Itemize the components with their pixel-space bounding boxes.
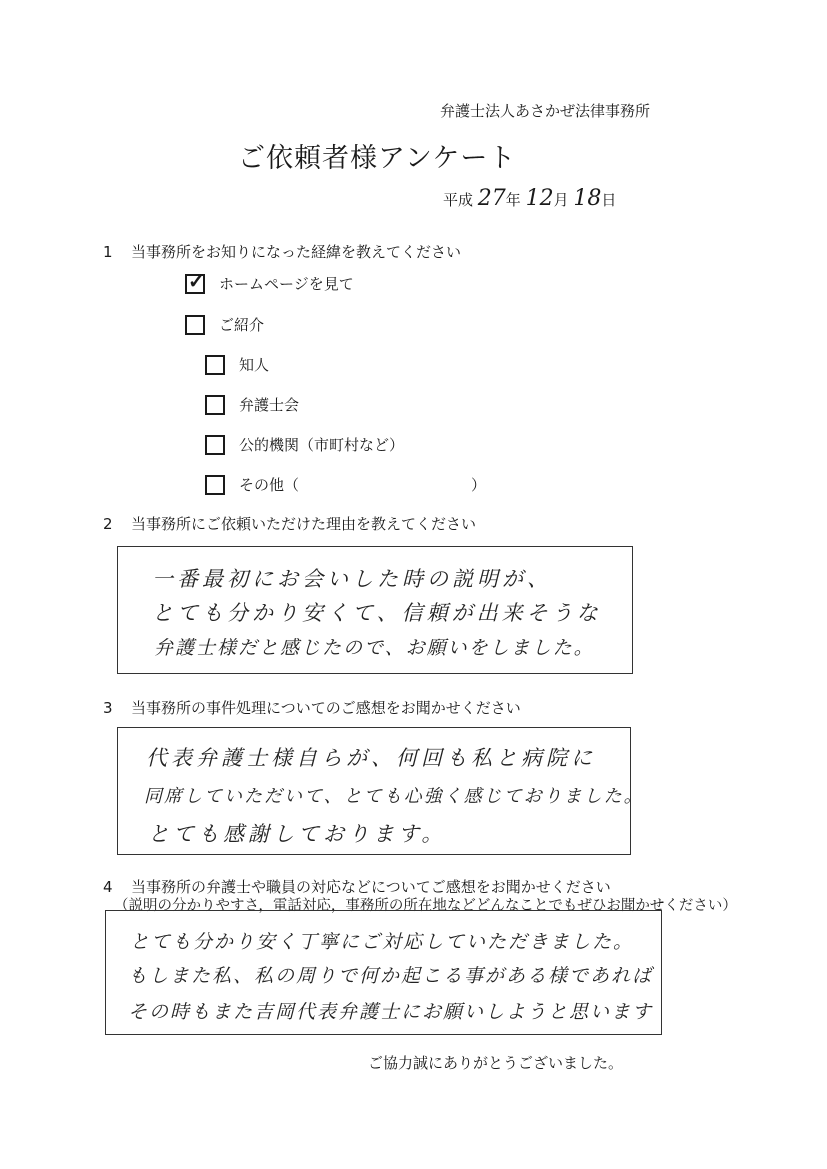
question-3 xyxy=(103,697,521,718)
handwritten-line: 一番最初にお会いした時の説明が、 xyxy=(152,567,552,591)
page-title: ご依頼者様アンケート xyxy=(238,143,517,174)
question-number: 4 xyxy=(103,878,113,896)
question-number: 3 xyxy=(103,699,113,717)
checkbox[interactable] xyxy=(185,315,205,335)
question-2 xyxy=(103,513,476,534)
date-year: 27 xyxy=(477,186,506,211)
date-year-unit: 年 xyxy=(505,191,521,209)
date-day: 18 xyxy=(573,186,602,211)
checkbox[interactable] xyxy=(205,395,225,415)
option-other[interactable] xyxy=(205,474,486,495)
handwritten-line: 弁護士様だと感じたので、お願いをしました。 xyxy=(154,637,595,659)
option-homepage[interactable] xyxy=(185,268,354,294)
checkbox[interactable] xyxy=(205,355,225,375)
option-referral[interactable] xyxy=(185,314,264,335)
option-label: ご紹介 xyxy=(219,316,265,334)
option-acquaintance[interactable] xyxy=(205,354,269,375)
option-label: 公的機関（市町村など） xyxy=(239,436,405,454)
date-month: 12 xyxy=(525,186,554,211)
option-label: ホームページを見て xyxy=(219,275,354,293)
option-public-institution[interactable] xyxy=(205,434,404,455)
question-text: 当事務所をお知りになった経緯を教えてください xyxy=(131,243,462,261)
handwritten-line: その時もまた吉岡代表弁護士にお願いしようと思います xyxy=(128,1001,654,1023)
answer-box-2[interactable] xyxy=(117,546,633,674)
handwritten-line: もしまた私、私の周りで何か起こる事がある様であれば xyxy=(128,965,654,987)
survey-date xyxy=(443,186,616,211)
answer-box-3[interactable] xyxy=(117,727,644,855)
question-number: 2 xyxy=(103,515,113,533)
question-4-subtext: （説明の分かりやすさ，電話対応，事務所の所在地などどんなことでもぜひお聞かせください） xyxy=(114,898,737,914)
handwritten-line: とても感謝しております。 xyxy=(148,822,447,846)
option-label: その他（ xyxy=(239,476,300,494)
option-label: 弁護士会 xyxy=(239,396,300,414)
checkbox-checked[interactable] xyxy=(185,268,205,294)
question-number: 1 xyxy=(103,243,113,261)
firm-name: 弁護士法人あさかぜ法律事務所 xyxy=(440,102,651,120)
answer-box-4[interactable] xyxy=(105,910,662,1035)
check-mark-icon: ✓ xyxy=(188,268,205,293)
date-month-unit: 月 xyxy=(553,191,569,209)
closing-message: ご協力誠にありがとうございました。 xyxy=(368,1054,624,1072)
option-bar-association[interactable] xyxy=(205,394,299,415)
handwritten-line: とても分かり安く丁寧にご対応していただきました。 xyxy=(130,931,635,953)
date-day-unit: 日 xyxy=(601,191,617,209)
handwritten-line: 代表弁護士様自らが、何回も私と病院に xyxy=(146,746,596,770)
question-1 xyxy=(103,241,461,262)
handwritten-line: とても分かり安くて、信頼が出来そうな xyxy=(152,601,602,625)
checkbox[interactable] xyxy=(205,435,225,455)
question-text: 当事務所の事件処理についてのご感想をお聞かせください xyxy=(131,699,521,717)
option-suffix: ） xyxy=(471,476,487,494)
handwritten-line: 同席していただいて、とても心強く感じておりました。 xyxy=(144,786,644,807)
checkbox[interactable] xyxy=(205,475,225,495)
date-era: 平成 xyxy=(443,191,474,209)
question-text: 当事務所にご依頼いただけた理由を教えてください xyxy=(131,515,477,533)
question-text: 当事務所の弁護士や職員の対応などについてご感想をお聞かせください xyxy=(131,878,611,896)
option-label: 知人 xyxy=(239,356,270,374)
